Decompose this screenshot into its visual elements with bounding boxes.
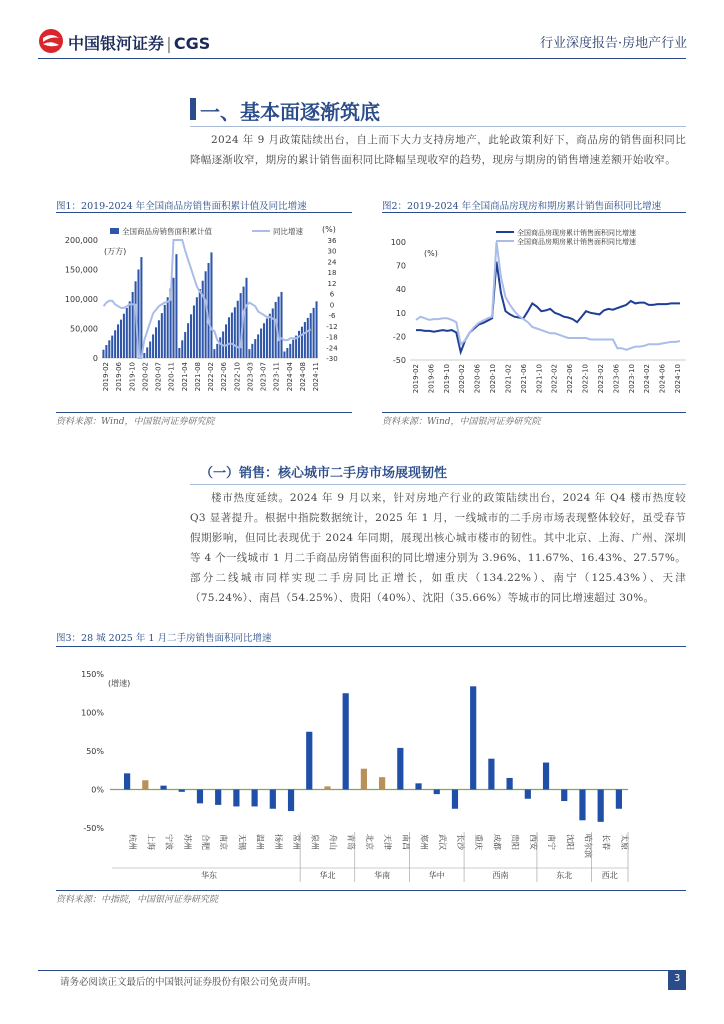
bar — [142, 780, 148, 789]
bar — [397, 748, 403, 790]
bar — [260, 329, 262, 359]
section-title: 一、基本面逐渐筑底 — [200, 100, 380, 124]
category-label: 南昌 — [401, 834, 411, 850]
bar — [190, 314, 192, 358]
category-label: 太原 — [619, 834, 629, 850]
bar — [160, 786, 166, 790]
footer-disclaimer: 请务必阅读正文最后的中国银河证券股份有限公司免责声明。 — [60, 977, 317, 988]
bar — [228, 317, 230, 358]
bar — [324, 786, 330, 789]
figure3-title: 图3：28 城 2025 年 1 月二手房销售面积同比增速 — [56, 633, 272, 644]
left-unit: (万方) — [104, 247, 127, 256]
right-tick-label: 30 — [327, 247, 337, 256]
bar — [140, 257, 142, 358]
page-number: 3 — [674, 973, 681, 984]
category-label: 南宁 — [547, 834, 557, 850]
region-label: 华东 — [201, 871, 218, 880]
left-tick-label: 50,000 — [70, 324, 98, 334]
bar — [132, 292, 134, 358]
bar — [179, 790, 185, 792]
y-tick-label: 150% — [81, 670, 104, 679]
bar — [280, 292, 282, 358]
x-tick-label: 2020-10 — [489, 364, 498, 394]
bar — [245, 278, 247, 358]
bar — [155, 327, 157, 358]
x-tick-label: 2022-06 — [220, 362, 229, 392]
bar — [152, 334, 154, 358]
y-tick-label: -20 — [392, 332, 406, 342]
bar — [124, 773, 130, 789]
bar — [117, 324, 119, 358]
bar — [579, 790, 585, 821]
y-tick-label: 0% — [91, 785, 104, 795]
bar — [251, 344, 253, 358]
section-title-rule — [190, 126, 686, 127]
category-label: 苏州 — [182, 834, 192, 850]
bar — [316, 301, 318, 358]
category-label: 重庆 — [474, 834, 484, 850]
x-tick-label: 2021-08 — [193, 362, 202, 392]
figure3-title-rule — [56, 646, 686, 647]
bar — [266, 318, 268, 358]
y-tick-label: 100 — [390, 238, 406, 247]
x-tick-label: 2019-02 — [412, 364, 420, 394]
bar — [105, 345, 107, 358]
report-category: 行业深度报告·房地产行业 — [540, 36, 688, 51]
bar — [310, 313, 312, 358]
right-tick-label: -18 — [326, 333, 338, 342]
bar — [213, 349, 215, 358]
footer-rule — [38, 970, 686, 971]
bar — [561, 790, 567, 802]
category-label: 北京 — [364, 834, 374, 850]
bar — [225, 324, 227, 358]
x-tick-label: 2020-07 — [154, 362, 163, 392]
category-label: 杭州 — [128, 834, 138, 850]
y-tick-label: 100% — [81, 708, 104, 718]
region-label: 华中 — [428, 871, 445, 880]
bar — [470, 686, 476, 789]
category-label: 天津 — [383, 834, 393, 850]
bar — [616, 790, 622, 809]
figure3-bottom-rule — [56, 890, 686, 891]
x-tick-label: 2019-10 — [128, 362, 137, 392]
x-tick-label: 2020-02 — [458, 364, 467, 394]
bar — [193, 305, 195, 358]
category-label: 西安 — [528, 834, 538, 850]
bar — [158, 320, 160, 358]
right-tick-label: 0 — [329, 301, 335, 310]
bar — [219, 337, 221, 358]
x-tick-label: 2024-11 — [312, 362, 320, 392]
x-tick-label: 2019-10 — [442, 364, 451, 394]
bar — [361, 769, 367, 790]
bar — [343, 693, 349, 789]
bar — [126, 308, 128, 358]
bar — [263, 323, 265, 358]
bar — [257, 334, 259, 358]
bar — [111, 336, 113, 358]
category-label: 无锡 — [237, 834, 247, 850]
bar — [196, 297, 198, 358]
category-label: 长沙 — [455, 834, 465, 850]
region-label: 华南 — [374, 871, 391, 880]
category-label: 武汉 — [437, 834, 447, 850]
bar — [252, 790, 258, 807]
figure2-title-rule — [382, 212, 686, 213]
category-label: 合肥 — [200, 834, 210, 850]
legend-label: 全国商品房期房累计销售面积同比增速 — [517, 238, 636, 246]
bar — [488, 759, 494, 790]
x-tick-label: 2021-06 — [519, 364, 528, 394]
figure2-title: 图2：2019-2024 年全国商品房现房和期房累计销售面积同比增速 — [382, 201, 662, 212]
bar — [161, 313, 163, 358]
x-tick-label: 2023-03 — [246, 362, 255, 392]
figure1-bottom-rule — [56, 412, 352, 413]
figure1-title-rule — [56, 212, 352, 213]
bar — [123, 314, 125, 358]
figure2-chart — [382, 218, 688, 408]
category-label: 长春 — [601, 834, 611, 850]
x-tick-label: 2023-11 — [272, 362, 281, 392]
header-rule — [38, 58, 686, 59]
x-tick-label: 2024-08 — [298, 362, 307, 392]
right-tick-label: -6 — [328, 312, 336, 321]
bar — [269, 314, 271, 358]
category-label: 宁波 — [164, 834, 174, 850]
bar — [146, 347, 148, 358]
figure2-bottom-rule — [382, 412, 686, 413]
bar — [307, 318, 309, 358]
legend-swatch-bars — [110, 228, 119, 234]
right-tick-label: 12 — [327, 279, 337, 288]
x-tick-label: 2022-06 — [566, 364, 575, 394]
bar — [507, 778, 513, 790]
x-tick-label: 2024-10 — [674, 364, 682, 394]
left-tick-label: 0 — [92, 354, 98, 363]
y-tick-label: 10 — [395, 308, 406, 318]
left-tick-label: 100,000 — [64, 295, 98, 304]
category-label: 哈尔滨 — [583, 834, 593, 858]
bar — [120, 320, 122, 358]
bar — [143, 353, 145, 358]
category-label: 舟山 — [328, 834, 338, 850]
bar — [114, 330, 116, 358]
section-accent-bar — [190, 98, 196, 120]
y-tick-label: -50% — [83, 824, 104, 833]
bar — [234, 307, 236, 358]
bar — [301, 327, 303, 358]
x-tick-label: 2021-04 — [180, 362, 189, 392]
bar — [306, 732, 312, 790]
bar — [288, 790, 294, 812]
bar — [178, 348, 180, 358]
section2-paragraph: 楼市热度延续。2024 年 9 月以来，针对房地产行业的政策陆续出台，2024 年 Q4 楼市热度较 Q3 显著提升。根据中指院数据统计，2025 年 1 月，一线城市的二手房市场表现整体较好，虽受春节假期影响，但同比表现优于 2024 年同期，展现出核心城市楼市的韧性。其中北京、上海、广州、深圳等 4 个一线城市 1 月二手商品房销售面积的同比增速分别为 3.96%、11.67%、16.43%、27.57%。部分二线城市同样实现二手房同比正增长，如重庆（134.22%）、南宁（125.43%）、天津（75.24%）、南昌（54.25%）、贵阳（40%）、沈阳（35.66%）等城市的同比增速超过 30%。 — [190, 492, 686, 604]
x-tick-label: 2024-06 — [658, 364, 667, 394]
y-unit: (%) — [424, 249, 438, 258]
bar — [543, 763, 549, 790]
figure3-chart — [56, 652, 686, 886]
x-tick-label: 2022-02 — [550, 364, 559, 394]
figure1-title: 图1：2019-2024 年全国商品房销售面积累计值及同比增速 — [56, 201, 307, 212]
x-tick-label: 2022-10 — [233, 362, 242, 392]
bar — [286, 348, 288, 358]
section1-paragraph: 2024 年 9 月政策陆续出台，自上而下大力支持房地产，此轮政策利好下，商品房的销售面积同比降幅逐渐收窄，期房的累计销售面积同比降幅呈现收窄的趋势，现房与期房的销售增速差额开始收窄。 — [190, 134, 686, 166]
bar — [248, 349, 250, 358]
bar — [205, 271, 207, 358]
bar — [164, 305, 166, 358]
x-tick-label: 2023-02 — [596, 364, 605, 394]
y-tick-label: 50% — [86, 747, 104, 756]
y-tick-label: -50 — [392, 356, 406, 365]
y-unit: (增速) — [108, 679, 131, 688]
x-tick-label: 2023-06 — [612, 364, 621, 394]
category-label: 南京 — [219, 834, 229, 850]
right-tick-label: 18 — [327, 269, 337, 278]
x-tick-label: 2021-02 — [504, 364, 513, 394]
figure2-source: 资料来源：Wind，中国银河证券研究院 — [382, 417, 541, 427]
x-tick-label: 2020-11 — [167, 362, 176, 392]
category-label: 常州 — [292, 834, 302, 850]
category-label: 成都 — [492, 834, 502, 850]
region-label: 西北 — [601, 871, 618, 880]
x-tick-label: 2024-04 — [285, 362, 294, 392]
x-tick-label: 2020-06 — [473, 364, 482, 394]
bar — [278, 297, 280, 358]
figure1-source: 资料来源：Wind，中国银河证券研究院 — [56, 417, 215, 427]
bar — [237, 301, 239, 358]
bar — [598, 790, 604, 822]
region-label: 华北 — [319, 871, 336, 880]
bar — [233, 790, 239, 807]
bar — [379, 777, 385, 789]
bar — [415, 783, 421, 789]
bar — [216, 344, 218, 358]
bar — [199, 289, 201, 358]
x-tick-label: 2023-10 — [627, 364, 636, 394]
legend-label: 全国商品房现房累计销售面积同比增速 — [517, 229, 636, 237]
right-tick-label: -30 — [326, 355, 338, 363]
bar — [187, 323, 189, 358]
bar — [525, 790, 531, 799]
y-tick-label: 70 — [395, 261, 406, 271]
bar — [289, 344, 291, 358]
category-label: 扬州 — [273, 834, 283, 850]
bar — [215, 790, 221, 805]
right-tick-label: 36 — [327, 237, 337, 245]
category-label: 上海 — [146, 834, 156, 850]
category-label: 沈阳 — [565, 834, 575, 850]
bar — [149, 341, 151, 358]
x-tick-label: 2021-10 — [535, 364, 544, 394]
x-tick-label: 2023-07 — [259, 362, 268, 392]
bar — [434, 790, 440, 795]
bar — [175, 254, 177, 358]
bar — [231, 313, 233, 358]
category-label: 贵阳 — [510, 834, 520, 850]
subsection-title: （一）销售：核心城市二手房市场展现韧性 — [200, 466, 448, 481]
bar — [304, 322, 306, 358]
bar — [270, 790, 276, 809]
series-line — [416, 262, 680, 352]
region-label: 东北 — [556, 871, 573, 880]
bar — [210, 252, 212, 358]
x-tick-label: 2022-10 — [581, 364, 590, 394]
category-label: 温州 — [255, 834, 265, 850]
figure1-chart — [56, 218, 356, 408]
bar — [254, 339, 256, 358]
right-tick-label: 6 — [329, 290, 335, 299]
brand-name: 中国银河证券 | CGS — [68, 34, 211, 53]
bar — [292, 340, 294, 358]
right-tick-label: 24 — [327, 258, 337, 267]
legend-label-bars: 全国商品房销售面积累计值 — [122, 227, 212, 236]
bar — [283, 352, 285, 358]
legend-label-line: 同比增速 — [273, 227, 303, 236]
bar — [167, 297, 169, 358]
right-unit: (%) — [322, 225, 336, 234]
right-tick-label: -24 — [326, 344, 338, 353]
bar — [172, 278, 174, 358]
x-tick-label: 2020-02 — [141, 362, 150, 392]
bar — [129, 301, 131, 358]
right-tick-label: -12 — [326, 322, 338, 331]
bar — [197, 790, 203, 804]
bar — [102, 350, 104, 358]
bar — [184, 332, 186, 358]
header — [0, 0, 724, 60]
x-tick-label: 2022-02 — [207, 362, 215, 392]
x-tick-label: 2019-06 — [115, 362, 124, 392]
x-tick-label: 2019-06 — [427, 364, 436, 394]
x-tick-label: 2019-02 — [102, 362, 110, 392]
category-label: 青岛 — [346, 834, 356, 850]
bar — [313, 308, 315, 358]
figure3-source: 资料来源：中指院，中国银河证券研究院 — [56, 895, 219, 905]
x-tick-label: 2024-02 — [643, 364, 652, 394]
bar — [202, 281, 204, 358]
region-label: 西南 — [492, 871, 509, 880]
left-tick-label: 200,000 — [64, 236, 98, 245]
left-tick-label: 150,000 — [64, 265, 98, 275]
bar — [272, 308, 274, 358]
subsection-title-rule — [190, 484, 686, 485]
category-label: 泉州 — [310, 834, 320, 850]
bar — [452, 790, 458, 809]
bar — [181, 340, 183, 358]
y-tick-label: 40 — [395, 285, 406, 295]
category-label: 郑州 — [419, 834, 429, 850]
brand-logo-icon — [38, 28, 64, 54]
bar — [108, 340, 110, 358]
